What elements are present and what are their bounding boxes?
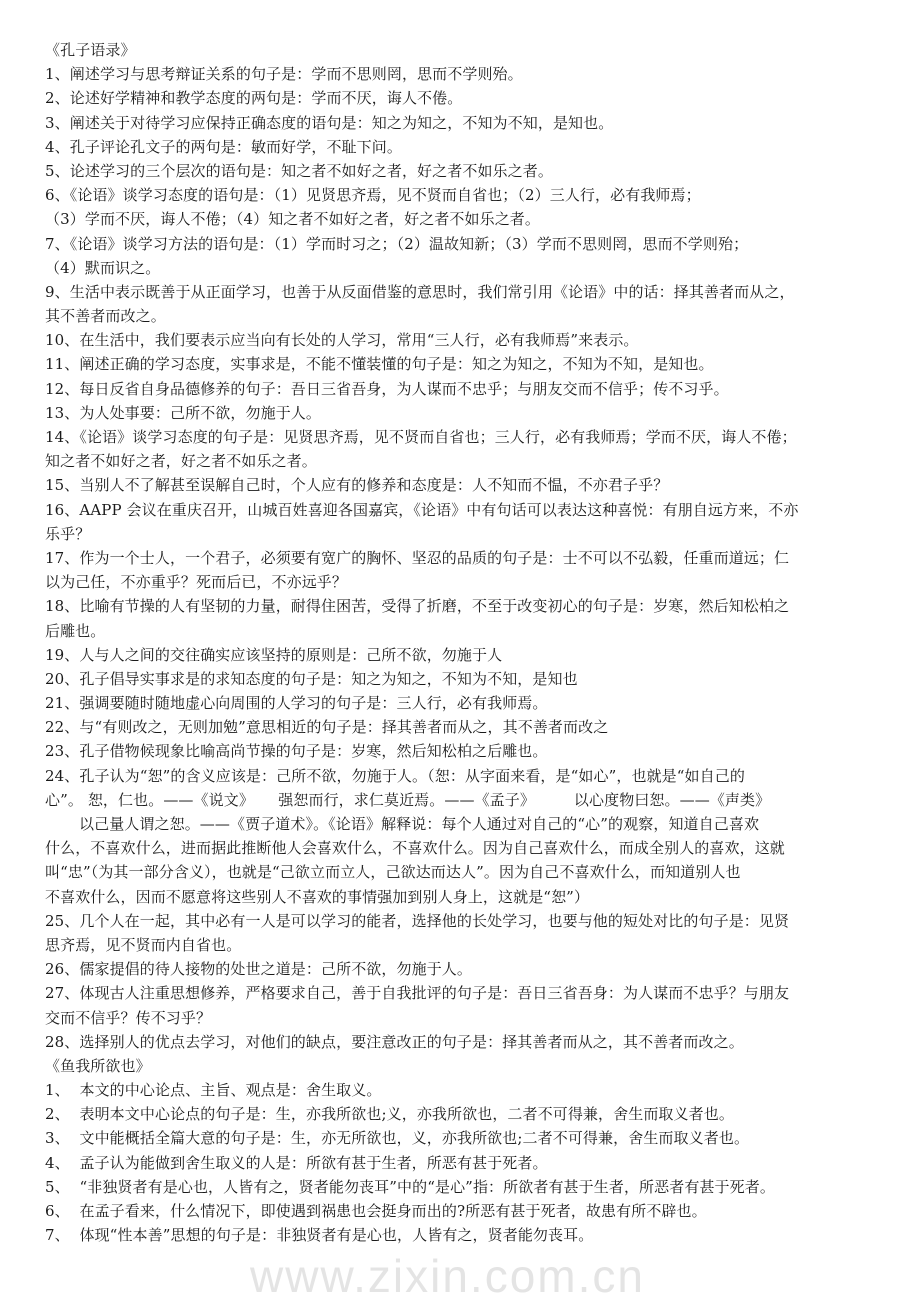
text-line: 《鱼我所欲也》	[45, 1056, 151, 1075]
text-line: 19、人与人之间的交往确实应该坚持的原则是：己所不欲，勿施于人	[45, 645, 503, 664]
text-line: 20、孔子倡导实事求是的求知态度的句子是：知之为知之，不知为不知，是知也	[45, 669, 578, 688]
text-line: 16、AAPP 会议在重庆召开，山城百姓喜迎各国嘉宾，《论语》中有句话可以表达这种喜悦：有朋自远方来，不亦	[45, 500, 799, 519]
text-line: 1、阐述学习与思考辩证关系的句子是：学而不思则罔，思而不学则殆。	[45, 65, 523, 84]
text-line: 26、儒家提倡的待人接物的处世之道是：己所不欲，勿施于人。	[45, 960, 472, 979]
text-line: 乐乎？	[45, 524, 91, 543]
document-page	[45, 38, 895, 1247]
text-line: 21、强调要随时随地虚心向周围的人学习的句子是：三人行，必有我师焉。	[45, 694, 548, 713]
text-line: 22、与“有则改之，无则加勉”意思相近的句子是：择其善者而从之，其不善者而改之	[45, 718, 609, 737]
text-line: 3、阐述关于对待学习应保持正确态度的语句是：知之为知之，不知为不知，是知也。	[45, 113, 614, 132]
text-line: （3）学而不厌，诲人不倦；（4）知之者不如好之者，好之者不如乐之者。	[45, 210, 540, 229]
text-line: 3、 文中能概括全篇大意的句子是：生，亦无所欲也，义，亦我所欲也;二者不可得兼，舍生而取义者也。	[45, 1129, 750, 1148]
text-line: 25、几个人在一起，其中必有一人是可以学习的能者，选择他的长处学习，也要与他的短处对比的句子是：见贤	[45, 911, 790, 930]
text-line: （4）默而识之。	[45, 258, 161, 277]
text-line: 知之者不如好之者，好之者不如乐之者。	[45, 452, 317, 471]
text-line: 10、在生活中，我们要表示应当向有长处的人学习，常用“三人行，必有我师焉”来表示。	[45, 331, 639, 350]
text-line: 以己量人谓之恕。——《贾子道术》。《论语》解释说：每个人通过对自己的“心”的观察，知道自己喜欢	[79, 815, 760, 833]
text-line: 23、孔子借物候现象比喻高尚节操的句子是：岁寒，然后知松柏之后雕也。	[45, 742, 548, 761]
text-line: 27、体现古人注重思想修养，严格要求自己，善于自我批评的句子是：吾日三省吾身：为人谋而不忠乎？与朋友	[45, 984, 790, 1003]
text-line: 2、论述好学精神和教学态度的两句是：学而不厌，诲人不倦。	[45, 89, 463, 108]
text-line: 不喜欢什么，因而不愿意将这些别人不喜欢的事情强加到别人身上，这就是“恕”）	[45, 887, 590, 906]
text-line: 什么，不喜欢什么，进而据此推断他人会喜欢什么，不喜欢什么。因为自己喜欢什么，而成全别人的喜欢，这就	[45, 839, 785, 858]
text-line: 5、论述学习的三个层次的语句是：知之者不如好之者，好之者不如乐之者。	[45, 161, 553, 180]
text-line: 13、为人处事要：己所不欲，勿施于人。	[45, 403, 321, 422]
text-line: 其不善者而改之。	[45, 307, 166, 326]
text-line: 后雕也。	[45, 621, 106, 640]
text-line: 7、《论语》谈学习方法的语句是：（1）学而时习之；（2）温故知新；（3）学而不思则罔，思而不学则殆；	[45, 234, 749, 253]
text-line: 11、阐述正确的学习态度，实事求是，不能不懂装懂的句子是：知之为知之，不知为不知，是知也。	[45, 355, 714, 374]
text-line: 6、 在孟子看来，什么情况下，即使遇到祸患也会挺身而出的?所恶有甚于死者，故患有所不辟也。	[45, 1202, 707, 1220]
text-line: 17、作为一个士人，一个君子，必须要有宽广的胸怀、坚忍的品质的句子是：士不可以不弘毅，任重而道远；仁	[45, 548, 790, 567]
text-line: 1、 本文的中心论点、主旨、观点是：舍生取义。	[45, 1081, 382, 1100]
watermark: www.zixin.com.cn	[250, 1250, 645, 1302]
text-line: 6、《论语》谈学习态度的语句是：（1）见贤思齐焉，见不贤而自省也；（2）三人行，必有我师焉；	[45, 186, 701, 205]
text-line: 24、孔子认为“恕”的含义应该是：己所不欲，勿施于人。（恕：从字面来看，是“如心”，也就是“如自己的	[45, 766, 745, 785]
text-line: 2、 表明本文中心论点的句子是：生，亦我所欲也;义，亦我所欲也，二者不可得兼，舍生而取义者也。	[45, 1105, 734, 1124]
text-line: 4、 孟子认为能做到舍生取义的人是：所欲有甚于生者，所恶有甚于死者。	[45, 1153, 548, 1172]
text-line: 心”。 恕，仁也。——《说文》 强恕而行，求仁莫近焉。——《孟子》 以心度物曰恕。——《声类》	[45, 790, 771, 809]
text-line: 15、当别人不了解甚至误解自己时，个人应有的修养和态度是：人不知而不愠，不亦君子乎？	[45, 476, 669, 495]
text-line: 18、比喻有节操的人有坚韧的力量，耐得住困苦，受得了折磨，不至于改变初心的句子是：岁寒，然后知松柏之	[45, 597, 790, 616]
text-line: 《孔子语录》	[45, 41, 136, 59]
text-line: 以为己任，不亦重乎？死而后已，不亦远乎？	[45, 573, 348, 592]
text-line: 7、 体现“性本善”思想的句子是：非独贤者有是心也，人皆有之，贤者能勿丧耳。	[45, 1226, 594, 1245]
text-line: 5、 “非独贤者有是心也，人皆有之，贤者能勿丧耳”中的“是心”指：所欲者有甚于生者，所恶者有甚于死者。	[45, 1177, 775, 1196]
text-line: 9、生活中表示既善于从正面学习，也善于从反面借鉴的意思时，我们常引用《论语》中的话：择其善者而从之，	[45, 282, 795, 301]
text-line: 叫“忠”（为其一部分含义），也就是“己欲立而立人，己欲达而达人”。因为自己不喜欢什么，而知道别人也	[45, 863, 741, 882]
text-line: 4、孔子评论孔文子的两句是：敏而好学，不耻下问。	[45, 137, 402, 156]
text-line: 思齐焉，见不贤而内自省也。	[45, 935, 242, 954]
text-line: 12、每日反省自身品德修养的句子：吾日三省吾身，为人谋而不忠乎；与朋友交而不信乎；传不习乎。	[45, 379, 729, 398]
text-line: 14、《论语》谈学习态度的句子是：见贤思齐焉，见不贤而自省也；三人行，必有我师焉；学而不厌，诲人不倦；	[45, 428, 797, 446]
text-line: 28、选择别人的优点去学习，对他们的缺点，要注意改正的句子是：择其善者而从之，其不善者而改之。	[45, 1032, 744, 1051]
text-line: 交而不信乎？传不习乎？	[45, 1008, 212, 1027]
